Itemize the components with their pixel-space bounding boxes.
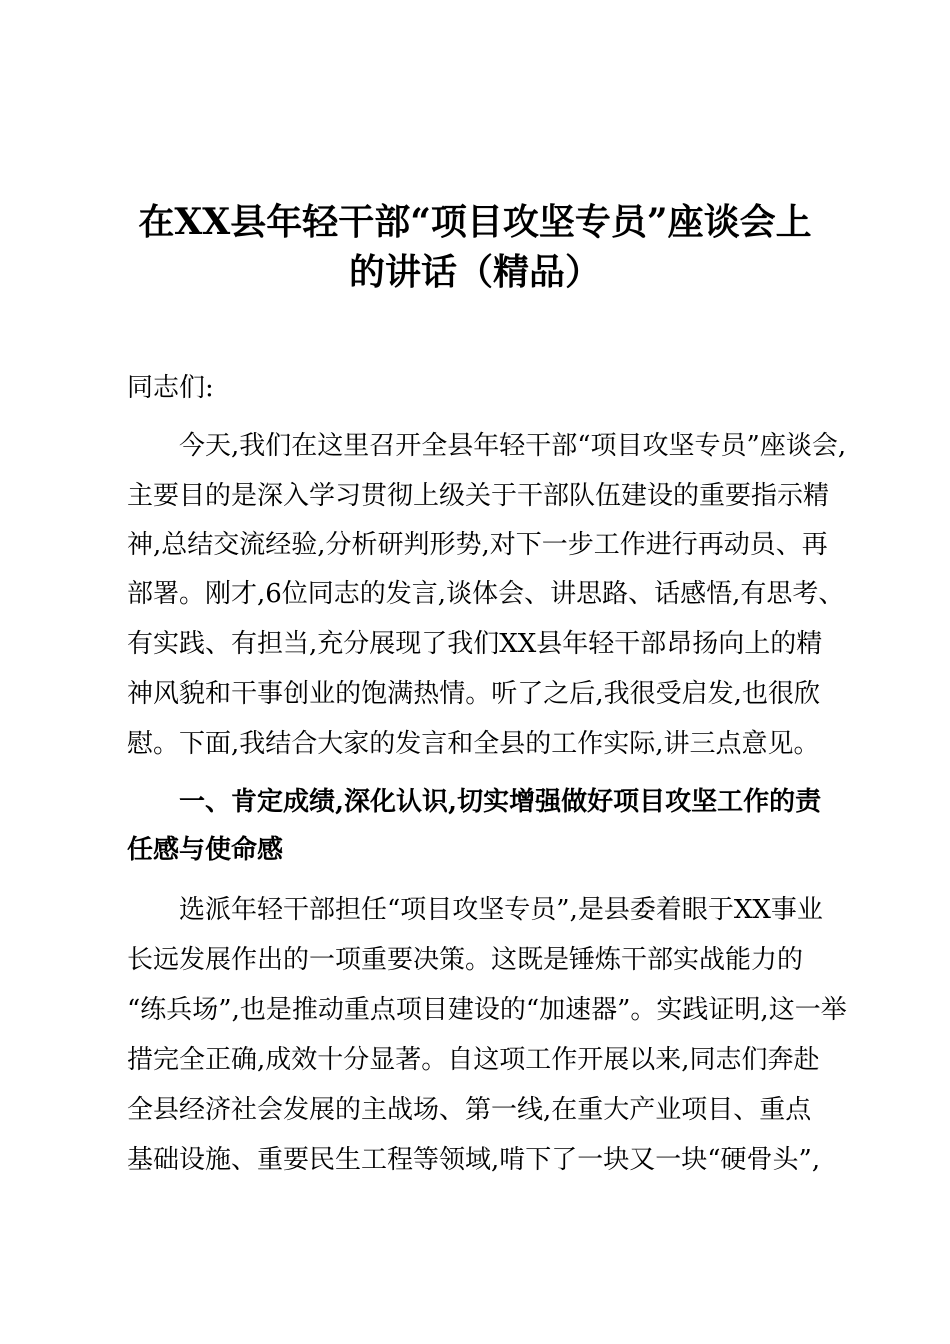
paragraph-1-line: 神风貌和干事创业的饱满热情。听了之后,我很受启发,也很欣 xyxy=(127,679,820,709)
paragraph-2-line: 基础设施、重要民生工程等领域,啃下了一块又一块“硬骨头”, xyxy=(127,1145,821,1175)
paragraph-2-line: 措完全正确,成效十分显著。自这项工作开展以来,同志们奔赴 xyxy=(127,1045,820,1075)
paragraph-2-line: “练兵场”,也是推动重点项目建设的“加速器”。实践证明,这一举 xyxy=(127,995,847,1025)
paragraph-2-line: 全县经济社会发展的主战场、第一线,在重大产业项目、重点 xyxy=(127,1095,812,1125)
paragraph-2-line: 长远发展作出的一项重要决策。这既是锤炼干部实战能力的 xyxy=(127,945,804,975)
section-heading-1-line: 一、肯定成绩,深化认识,切实增强做好项目攻坚工作的责 xyxy=(179,787,822,817)
paragraph-1-line: 今天,我们在这里召开全县年轻干部“项目攻坚专员”座谈会, xyxy=(179,431,847,461)
paragraph-1-line: 神,总结交流经验,分析研判形势,对下一步工作进行再动员、再 xyxy=(127,530,828,560)
paragraph-2-line: 选派年轻干部担任“项目攻坚专员”,是县委着眼于XX事业 xyxy=(179,895,823,925)
document-title-line-1: 在XX县年轻干部“项目攻坚专员”座谈会上 xyxy=(138,201,812,243)
salutation: 同志们: xyxy=(127,373,214,403)
paragraph-1-line: 有实践、有担当,充分展现了我们XX县年轻干部昂扬向上的精 xyxy=(127,629,823,659)
paragraph-1-line: 主要目的是深入学习贯彻上级关于干部队伍建设的重要指示精 xyxy=(127,481,830,511)
paragraph-1-line: 慰。下面,我结合大家的发言和全县的工作实际,讲三点意见。 xyxy=(127,729,820,759)
document-title-line-2: 的讲话（精品） xyxy=(348,251,601,293)
section-heading-1-line: 任感与使命感 xyxy=(127,835,284,865)
paragraph-1-line: 部署。刚才,6位同志的发言,谈体会、讲思路、话感悟,有思考、 xyxy=(127,579,845,609)
